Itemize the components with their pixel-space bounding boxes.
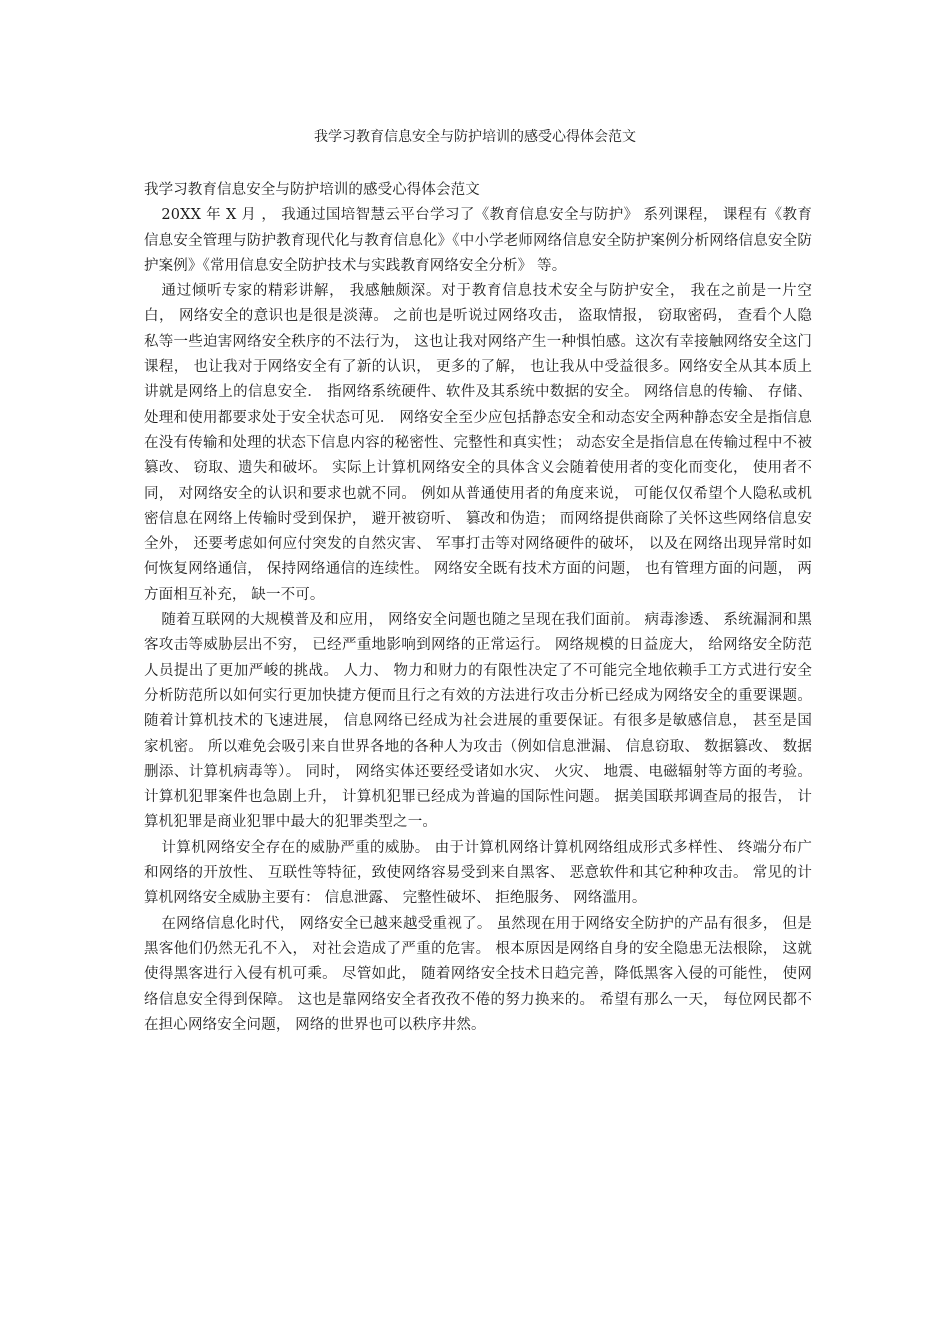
- document-subtitle: 我学习教育信息安全与防护培训的感受心得体会范文: [144, 182, 480, 198]
- paragraph-5: 在网络信息化时代， 网络安全已越来越受重视了。 虽然现在用于网络安全防护的产品有很多， 但是黑客他们仍然无孔不入， 对社会造成了严重的危害。 根本原因是网络自身的安全隐患无法根除， 这就使得黑客进行入侵有机可乘。 尽管如此， 随着网络安全技术日趋完善，降低黑客入侵的可能性， 使网络信息安全得到保障。 这也是靠网络安全者孜孜不倦的努力换来的。 希望有那么一天， 每位网民都不在担心网络安全问题， 网络的世界也可以秩序井然。: [144, 915, 812, 1033]
- document-body: [144, 178, 812, 1038]
- paragraph-2: 通过倾听专家的精彩讲解， 我感触颇深。对于教育信息技术安全与防护安全， 我在之前是一片空白， 网络安全的意识也是很是淡薄。 之前也是听说过网络攻击， 盗取情报， 窃取密码， 查看个人隐私等一些迫害网络安全秩序的不法行为， 这也让我对网络产生一种惧怕感。这次有幸接触网络安全这门课程， 也让我对于网络安全有了新的认识， 更多的了解， 也让我从中受益很多。网络安全从其本质上讲就是网络上的信息安全． 指网络系统硬件、软件及其系统中数据的安全。 网络信息的传输、 存储、 处理和使用都要求处于安全状态可见． 网络安全至少应包括静态安全和动态安全两种静态安全是指信息在没有传输和处理的状态下信息内容的秘密性、完整性和真实性； 动态安全是指信息在传输过程中不被篡改、 窃取、遗失和破坏。 实际上计算机网络安全的具体含义会随着使用者的变化而变化， 使用者不同， 对网络安全的认识和要求也就不同。 例如从普通使用者的角度来说， 可能仅仅希望个人隐私或机密信息在网络上传输时受到保护， 避开被窃听、 篡改和伪造； 而网络提供商除了关怀这些网络信息安全外， 还要考虑如何应付突发的自然灾害、 军事打击等对网络硬件的破坏， 以及在网络出现异常时如何恢复网络通信， 保持网络通信的连续性。 网络安全既有技术方面的问题， 也有管理方面的问题， 两方面相互补充， 缺一不可。: [144, 283, 812, 603]
- paragraph-1: 20XX 年 X 月 ， 我通过国培智慧云平台学习了《教育信息安全与防护》 系列课程， 课程有《教育信息安全管理与防护教育现代化与教育信息化》《中小学老师网络信息安全防护案例分析网络信息安全防护案例》《常用信息安全防护技术与实践教育网络安全分析》 等。: [144, 207, 812, 274]
- paragraph-4: 计算机网络安全存在的威胁严重的威胁。 由于计算机网络计算机网络组成形式多样性、 终端分布广和网络的开放性、 互联性等特征，致使网络容易受到来自黑客、 恶意软件和其它种种攻击。 常见的计算机网络安全威胁主要有： 信息泄露、 完整性破坏、 拒绝服务、 网络滥用。: [144, 839, 812, 907]
- document-title: 我学习教育信息安全与防护培训的感受心得体会范文: [314, 129, 636, 145]
- paragraph-3: 随着互联网的大规模普及和应用， 网络安全问题也随之呈现在我们面前。 病毒渗透、 系统漏洞和黑客攻击等威胁层出不穷， 已经严重地影响到网络的正常运行。 网络规模的日益庞大， 给网络安全防范人员提出了更加严峻的挑战。 人力、 物力和财力的有限性决定了不可能完全地依赖手工方式进行安全分析防范所以如何实行更加快捷方便而且行之有效的方法进行攻击分析已经成为网络安全的重要课题。 随着计算机技术的飞速进展， 信息网络已经成为社会进展的重要保证。有很多是敏感信息， 甚至是国家机密。 所以难免会吸引来自世界各地的各种人为攻击（例如信息泄漏、 信息窃取、 数据篡改、 数据删添、计算机病毒等）。 同时， 网络实体还要经受诸如水灾、 火灾、 地震、电磁辐射等方面的考验。 计算机犯罪案件也急剧上升， 计算机犯罪已经成为普遍的国际性问题。 据美国联邦调查局的报告， 计算机犯罪是商业犯罪中最大的犯罪类型之一。: [144, 612, 812, 831]
